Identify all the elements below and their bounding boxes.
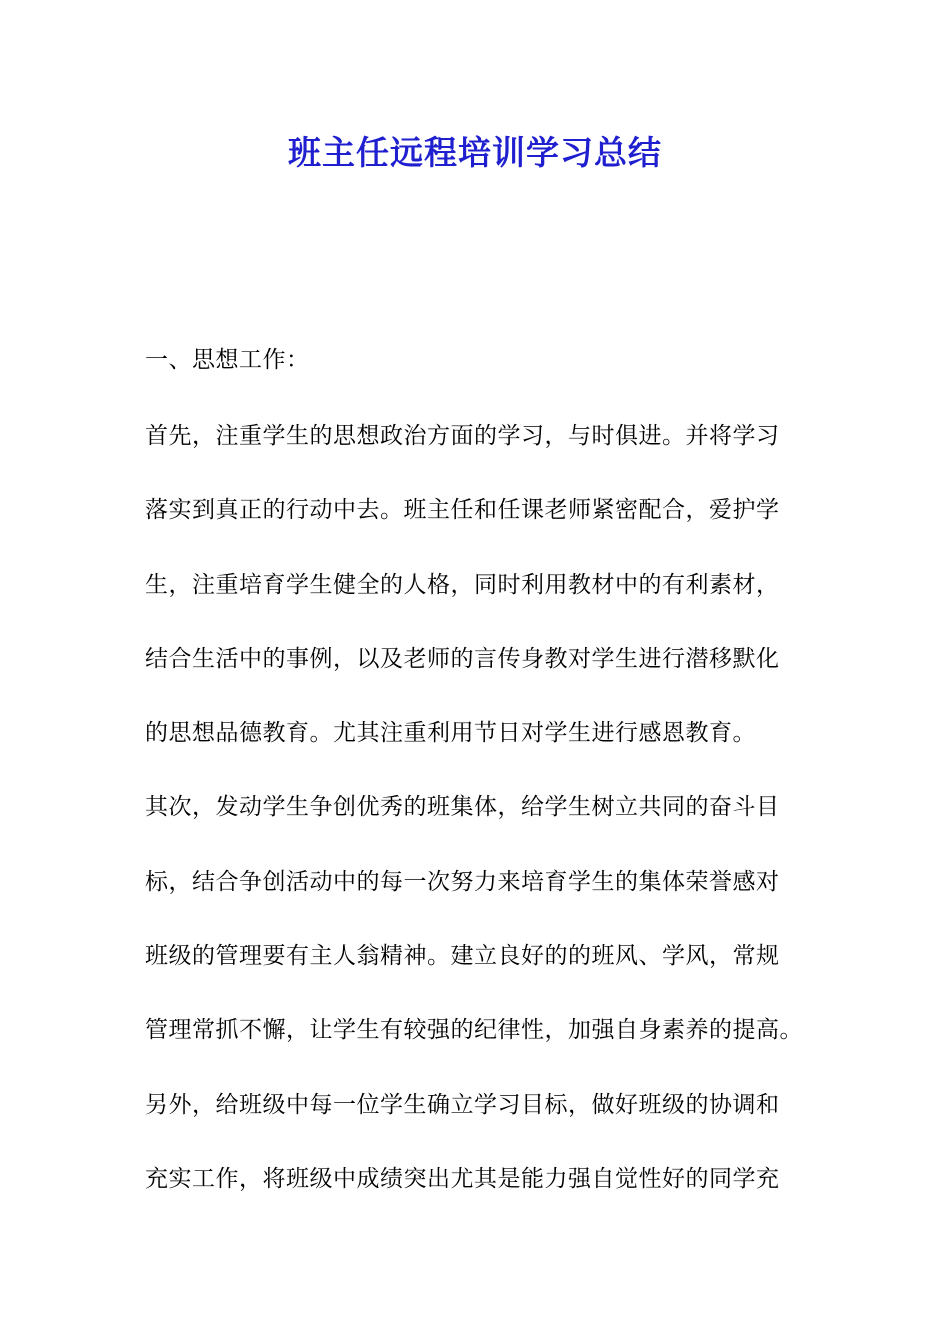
body-line: 标，结合争创活动中的每一次努力来培育学生的集体荣誉感对 [145, 869, 780, 895]
body-line: 班级的管理要有主人翁精神。建立良好的的班风、学风，常规 [145, 943, 780, 969]
body-line: 结合生活中的事例，以及老师的言传身教对学生进行潜移默化 [145, 646, 780, 672]
body-line: 其次，发动学生争创优秀的班集体，给学生树立共同的奋斗目 [145, 794, 780, 820]
body-line: 的思想品德教育。尤其注重利用节日对学生进行感恩教育。 [145, 720, 756, 746]
body-line: 落实到真正的行动中去。班主任和任课老师紧密配合，爱护学 [145, 497, 780, 523]
body-line: 首先，注重学生的思想政治方面的学习，与时俱进。并将学习 [145, 423, 780, 449]
body-line: 管理常抓不懈，让学生有较强的纪律性，加强自身素养的提高。 [145, 1017, 803, 1043]
section-heading: 一、思想工作： [145, 347, 310, 373]
document-title: 班主任远程培训学习总结 [288, 133, 662, 172]
body-line: 充实工作，将班级中成绩突出尤其是能力强自觉性好的同学充 [145, 1166, 780, 1192]
body-line: 另外，给班级中每一位学生确立学习目标，做好班级的协调和 [145, 1092, 780, 1118]
body-line: 生，注重培育学生健全的人格，同时利用教材中的有利素材， [145, 572, 780, 598]
